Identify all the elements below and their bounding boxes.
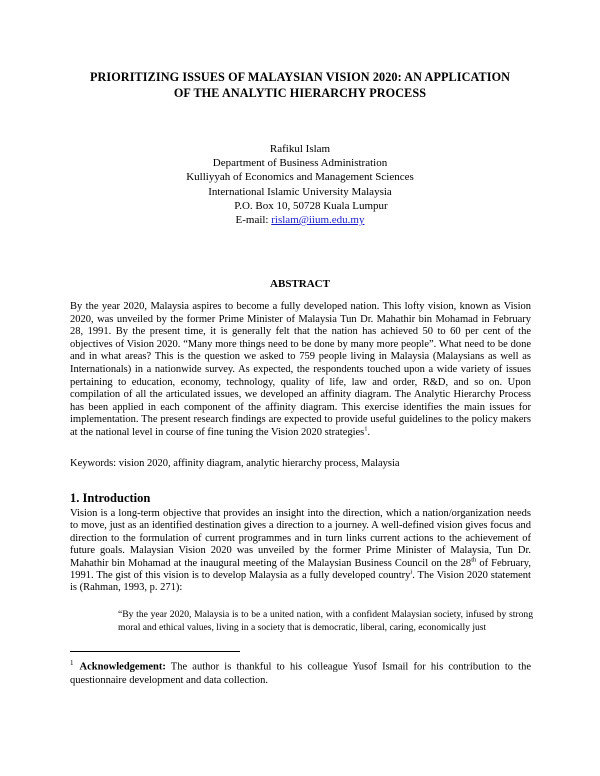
intro-paragraph [70, 508, 531, 595]
endnote-ref[interactable]: i [410, 568, 413, 576]
author-block [100, 142, 500, 227]
email-label: E-mail: [235, 214, 272, 227]
vision-quote: “By the year 2020, Malaysia is to be a united nation, with a confident Malaysian society, infused by strong moral and ethical values, living in a society that is democratic, liberal, caring, economically just [118, 609, 533, 633]
affiliation-line: Department of Business Administration [212, 157, 388, 170]
affiliation-line: Kulliyyah of Economics and Management Sciences [186, 171, 414, 184]
keywords: Keywords: vision 2020, affinity diagram, analytic hierarchy process, Malaysia [70, 458, 400, 469]
abstract-end: . [367, 426, 371, 438]
affiliation-line: International Islamic University Malaysia [208, 185, 392, 198]
email-line [100, 213, 500, 227]
email-link[interactable]: rislam@iium.edu.my [271, 214, 365, 227]
affiliation-line: P.O. Box 10, 50728 Kuala Lumpur [234, 199, 388, 212]
footnote-ref[interactable]: 1 [364, 425, 368, 433]
ordinal-suffix: th [471, 556, 477, 564]
section-heading: 1. Introduction [70, 491, 151, 505]
abstract-text [70, 301, 531, 440]
footnote [70, 657, 531, 687]
abstract-heading: ABSTRACT [270, 278, 330, 290]
title-line-1: PRIORITIZING ISSUES OF MALAYSIAN VISION 2020: AN APPLICATION [89, 70, 511, 84]
intro-text: Vision is a long-term objective that provides an insight into the direction, which a nation/organization needs to move, just as an identified destination gives a direction to a journey. A well-defined vision gives focus and direction to the formulation of current programmes and in turn links current actions to the achievement of future goals. Malaysian Vision 2020 was unveiled by the former Prime Minister of Malaysia, Tun Dr. Mahathir bin Mohamad at the inaugural meeting of the Malaysian Business Council on the 28 [70, 508, 531, 569]
footnote-divider [70, 651, 240, 652]
abstract-body: By the year 2020, Malaysia aspires to become a fully developed nation. This lofty vision, known as Vision 2020, was unveiled by the former Prime Minister of Malaysia Tun Dr. Mahathir bin Mohamad in February 28, 1991. By the present time, it is generally felt that the nation has achieved 50 to 60 per cent of the objectives of Vision 2020. “Many more things need to be done by many more people”. What need to be done and in what areas? This is the question we asked to 759 people living in Malaysia (Malaysians as well as Internationals) in a nationwide survey. As expected, the respondents touched upon a wide variety of issues pertaining to education, economy, technology, quality of life, law and order, R&D, and so on. Upon compilation of all the articulated issues, we developed an affinity diagram. The Analytic Hierarchy Process has been applied in each component of the affinity diagram. This exercise identifies the main issues for implementation. The present research findings are expected to provide useful guidelines to the policy makers at the national level in course of fine tuning the Vision 2020 strategies [70, 301, 531, 438]
paper-title [60, 69, 540, 101]
footnote-text: The author is thankful to his colleague Yusof Ismail for his contribution to the questionnaire development and data collection. [70, 661, 531, 686]
title-line-2: OF THE ANALYTIC HIERARCHY PROCESS [173, 86, 427, 100]
author-name: Rafikul Islam [269, 143, 331, 155]
intro-text: . The Vision 2020 statement is (Rahman, 1993, p. 271): [70, 570, 531, 594]
footnote-label: Acknowledgement: [79, 661, 166, 673]
intro-text: of February, 1991. The gist of this vision is to develop Malaysia as a fully developed country [70, 557, 531, 582]
footnote-mark: 1 [70, 659, 74, 667]
